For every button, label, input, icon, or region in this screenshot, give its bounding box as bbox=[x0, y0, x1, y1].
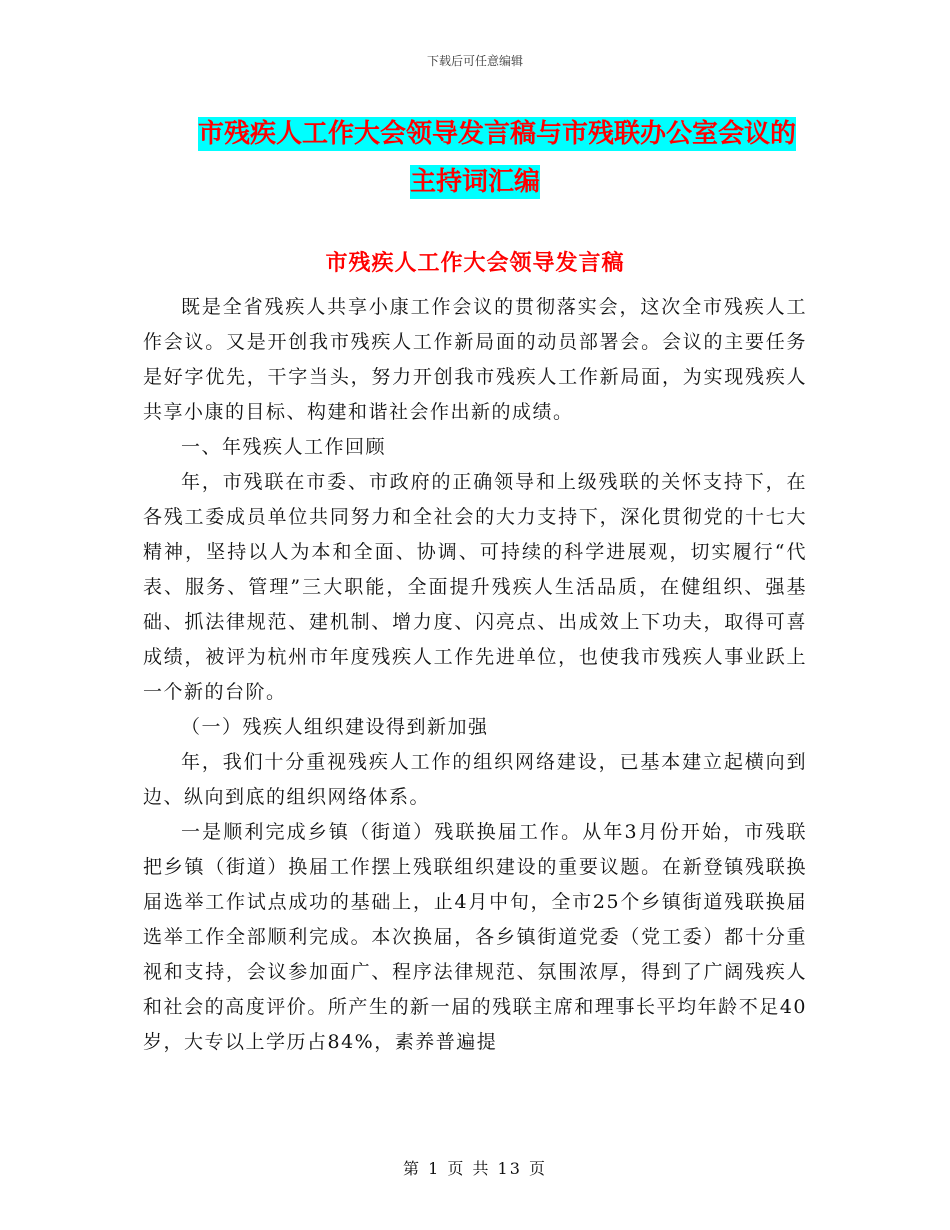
paragraph-organization: 年，我们十分重视残疾人工作的组织网络建设，已基本建立起横向到边、纵向到底的组织网络体系。 bbox=[143, 751, 807, 808]
header-note: 下载后可任意编辑 bbox=[426, 54, 523, 68]
paragraph-intro: 既是全省残疾人共享小康工作会议的贯彻落实会，这次全市残疾人工作会议。又是开创我市残疾人工作新局面的动员部署会。会议的主要任务是好字优先，干字当头，努力开创我市残疾人工作新局面，为实现残疾人共享小康的目标、构建和谐社会作出新的成绩。 bbox=[143, 296, 807, 423]
page-number: 第 1 页 共 13 页 bbox=[403, 1159, 547, 1178]
paragraph-review: 年，市残联在市委、市政府的正确领导和上级残联的关怀支持下，在各残工委成员单位共同努力和全社会的大力支持下，深化贯彻党的十七大精神，坚持以人为本和全面、协调、可持续的科学进展观，切实履行“代表、服务、管理”三大职能，全面提升残疾人生活品质，在健组织、强基础、抓法律规范、建机制、增力度、闪亮点、出成效上下功夫，取得可喜成绩，被评为杭州市年度残疾人工作先进单位，也使我市残疾人事业跃上一个新的台阶。 bbox=[143, 471, 807, 703]
document-title bbox=[0, 110, 950, 206]
body-text bbox=[143, 290, 807, 1060]
title-line-2: 主持词汇编 bbox=[409, 167, 540, 197]
title-line-1: 市残疾人工作大会领导发言稿与市残联办公室会议的 bbox=[197, 119, 796, 149]
heading-review: 一、年残疾人工作回顾 bbox=[181, 436, 387, 458]
heading-organization: （一）残疾人组织建设得到新加强 bbox=[181, 716, 489, 738]
paragraph-election: 一是顺利完成乡镇（街道）残联换届工作。从年3月份开始，市残联把乡镇（街道）换届工作摆上残联组织建设的重要议题。在新登镇残联换届选举工作试点成功的基础上，止4月中旬，全市25个乡镇街道残联换届选举工作全部顺利完成。本次换届，各乡镇街道党委（党工委）都十分重视和支持，会议参加面广、程序法律规范、氛围浓厚，得到了广阔残疾人和社会的高度评价。所产生的新一届的残联主席和理事长平均年龄不足40岁，大专以上学历占84%，素养普遍提 bbox=[143, 821, 807, 1053]
section-title: 市残疾人工作大会领导发言稿 bbox=[325, 251, 625, 276]
